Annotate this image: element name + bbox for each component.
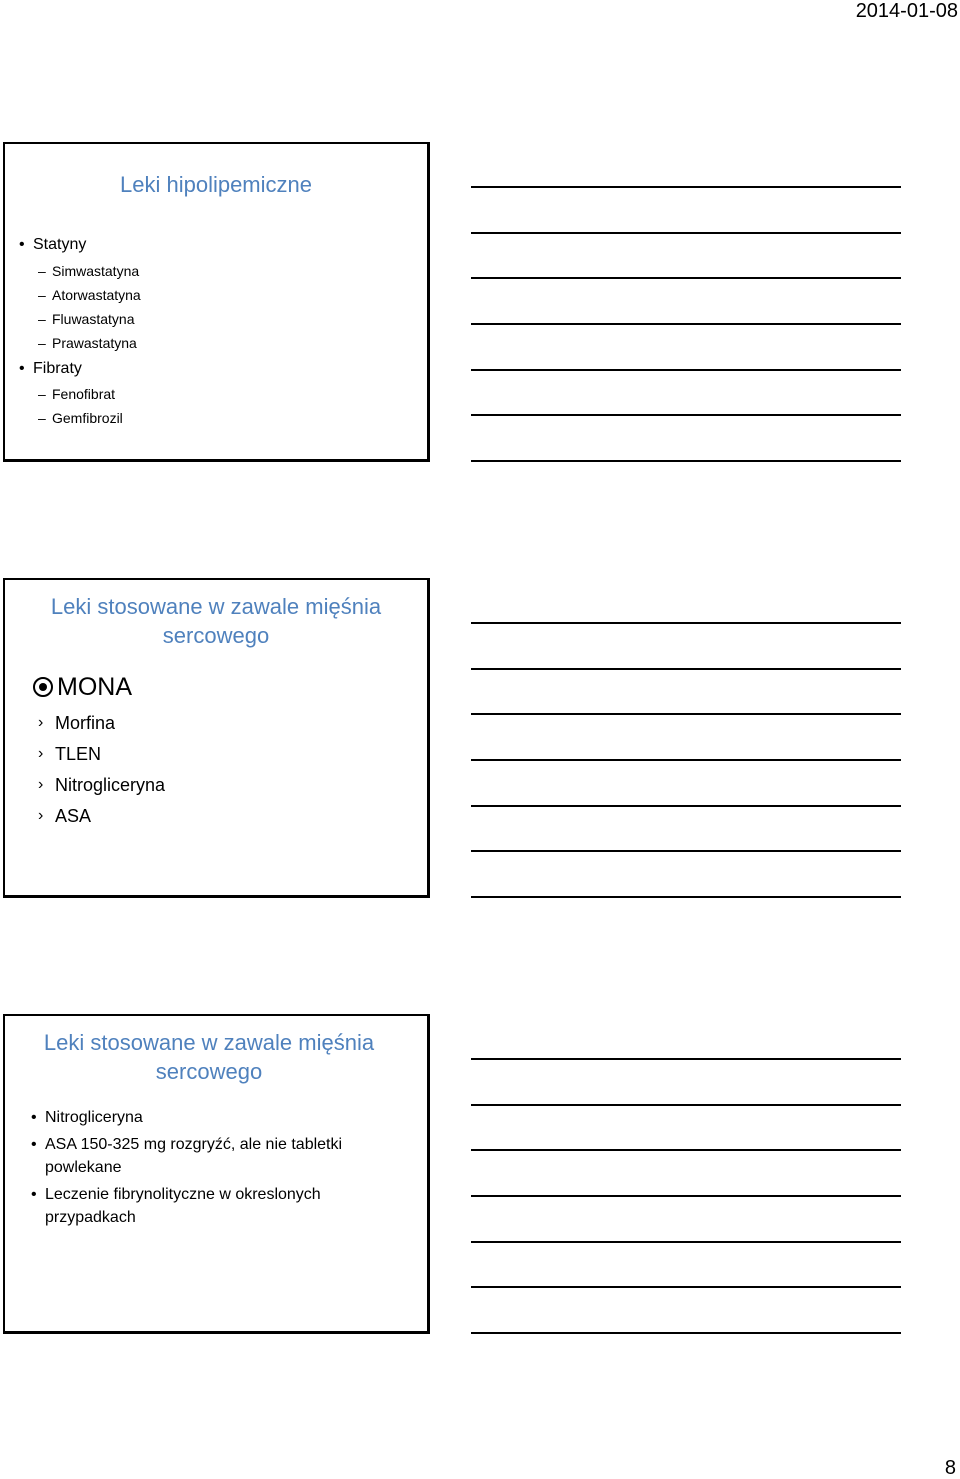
chevron-right-icon: › — [38, 776, 44, 793]
sub-item: – Prawastatyna — [52, 335, 137, 351]
note-line — [471, 414, 901, 416]
radio-bullet-icon — [33, 677, 53, 697]
slide-leki-zawal-mona: Leki stosowane w zawale mięśnia sercowego MONA › Morfina › TLEN › Nitrogliceryna › ASA — [3, 578, 430, 898]
note-line — [471, 1241, 901, 1243]
slide-leki-zawal-details — [3, 1014, 430, 1334]
note-line — [471, 369, 901, 371]
bullet-item: • Leczenie fibrynolityczne w okreslonych przypadkach — [45, 1183, 385, 1229]
bullet-item: • ASA 150-325 mg rozgryźć, ale nie tabletki powlekane — [45, 1133, 385, 1179]
header-date: 2014-01-08 — [855, 0, 958, 22]
sub-item: – Atorwastatyna — [52, 287, 141, 303]
page-number: 8 — [944, 1457, 956, 1479]
note-line — [471, 896, 901, 898]
chevron-right-icon: › — [38, 745, 44, 762]
slide-title — [5, 592, 427, 650]
note-line — [471, 1332, 901, 1334]
slide-leki-hipolipemiczne — [3, 142, 430, 462]
slide-title: Leki hipolipemiczne — [120, 172, 312, 197]
note-line — [471, 1149, 901, 1151]
bullet-item: • Statyny — [33, 236, 86, 254]
note-line — [471, 460, 901, 462]
sub-item: – Fenofibrat — [52, 386, 115, 402]
chevron-right-icon: › — [38, 807, 44, 824]
slide-title-line-2: sercowego — [155, 1059, 263, 1084]
slide-title-line-1: Leki stosowane w zawale mięśnia — [43, 1030, 375, 1055]
bullet-item: • Nitrogliceryna — [45, 1106, 385, 1129]
note-line — [471, 323, 901, 325]
note-line — [471, 850, 901, 852]
note-line — [471, 805, 901, 807]
slide-title — [0, 1028, 427, 1086]
sub-item: – Simwastatyna — [52, 263, 139, 279]
note-line — [471, 713, 901, 715]
note-line — [471, 1104, 901, 1106]
note-line — [471, 1195, 901, 1197]
bullet-item: • Fibraty — [33, 360, 82, 378]
note-line — [471, 1058, 901, 1060]
note-line — [471, 759, 901, 761]
note-line — [471, 277, 901, 279]
note-line — [471, 232, 901, 234]
chevron-right-icon: › — [38, 714, 44, 731]
slide-title-line-2: sercowego — [162, 623, 270, 648]
slide-title-line-1: Leki stosowane w zawale mięśnia — [50, 594, 382, 619]
note-line — [471, 622, 901, 624]
note-line — [471, 186, 901, 188]
note-line — [471, 668, 901, 670]
note-line — [471, 1286, 901, 1288]
mona-label: MONA — [57, 673, 132, 701]
sub-item: – Fluwastatyna — [52, 311, 134, 327]
sub-item: – Gemfibrozil — [52, 410, 123, 426]
